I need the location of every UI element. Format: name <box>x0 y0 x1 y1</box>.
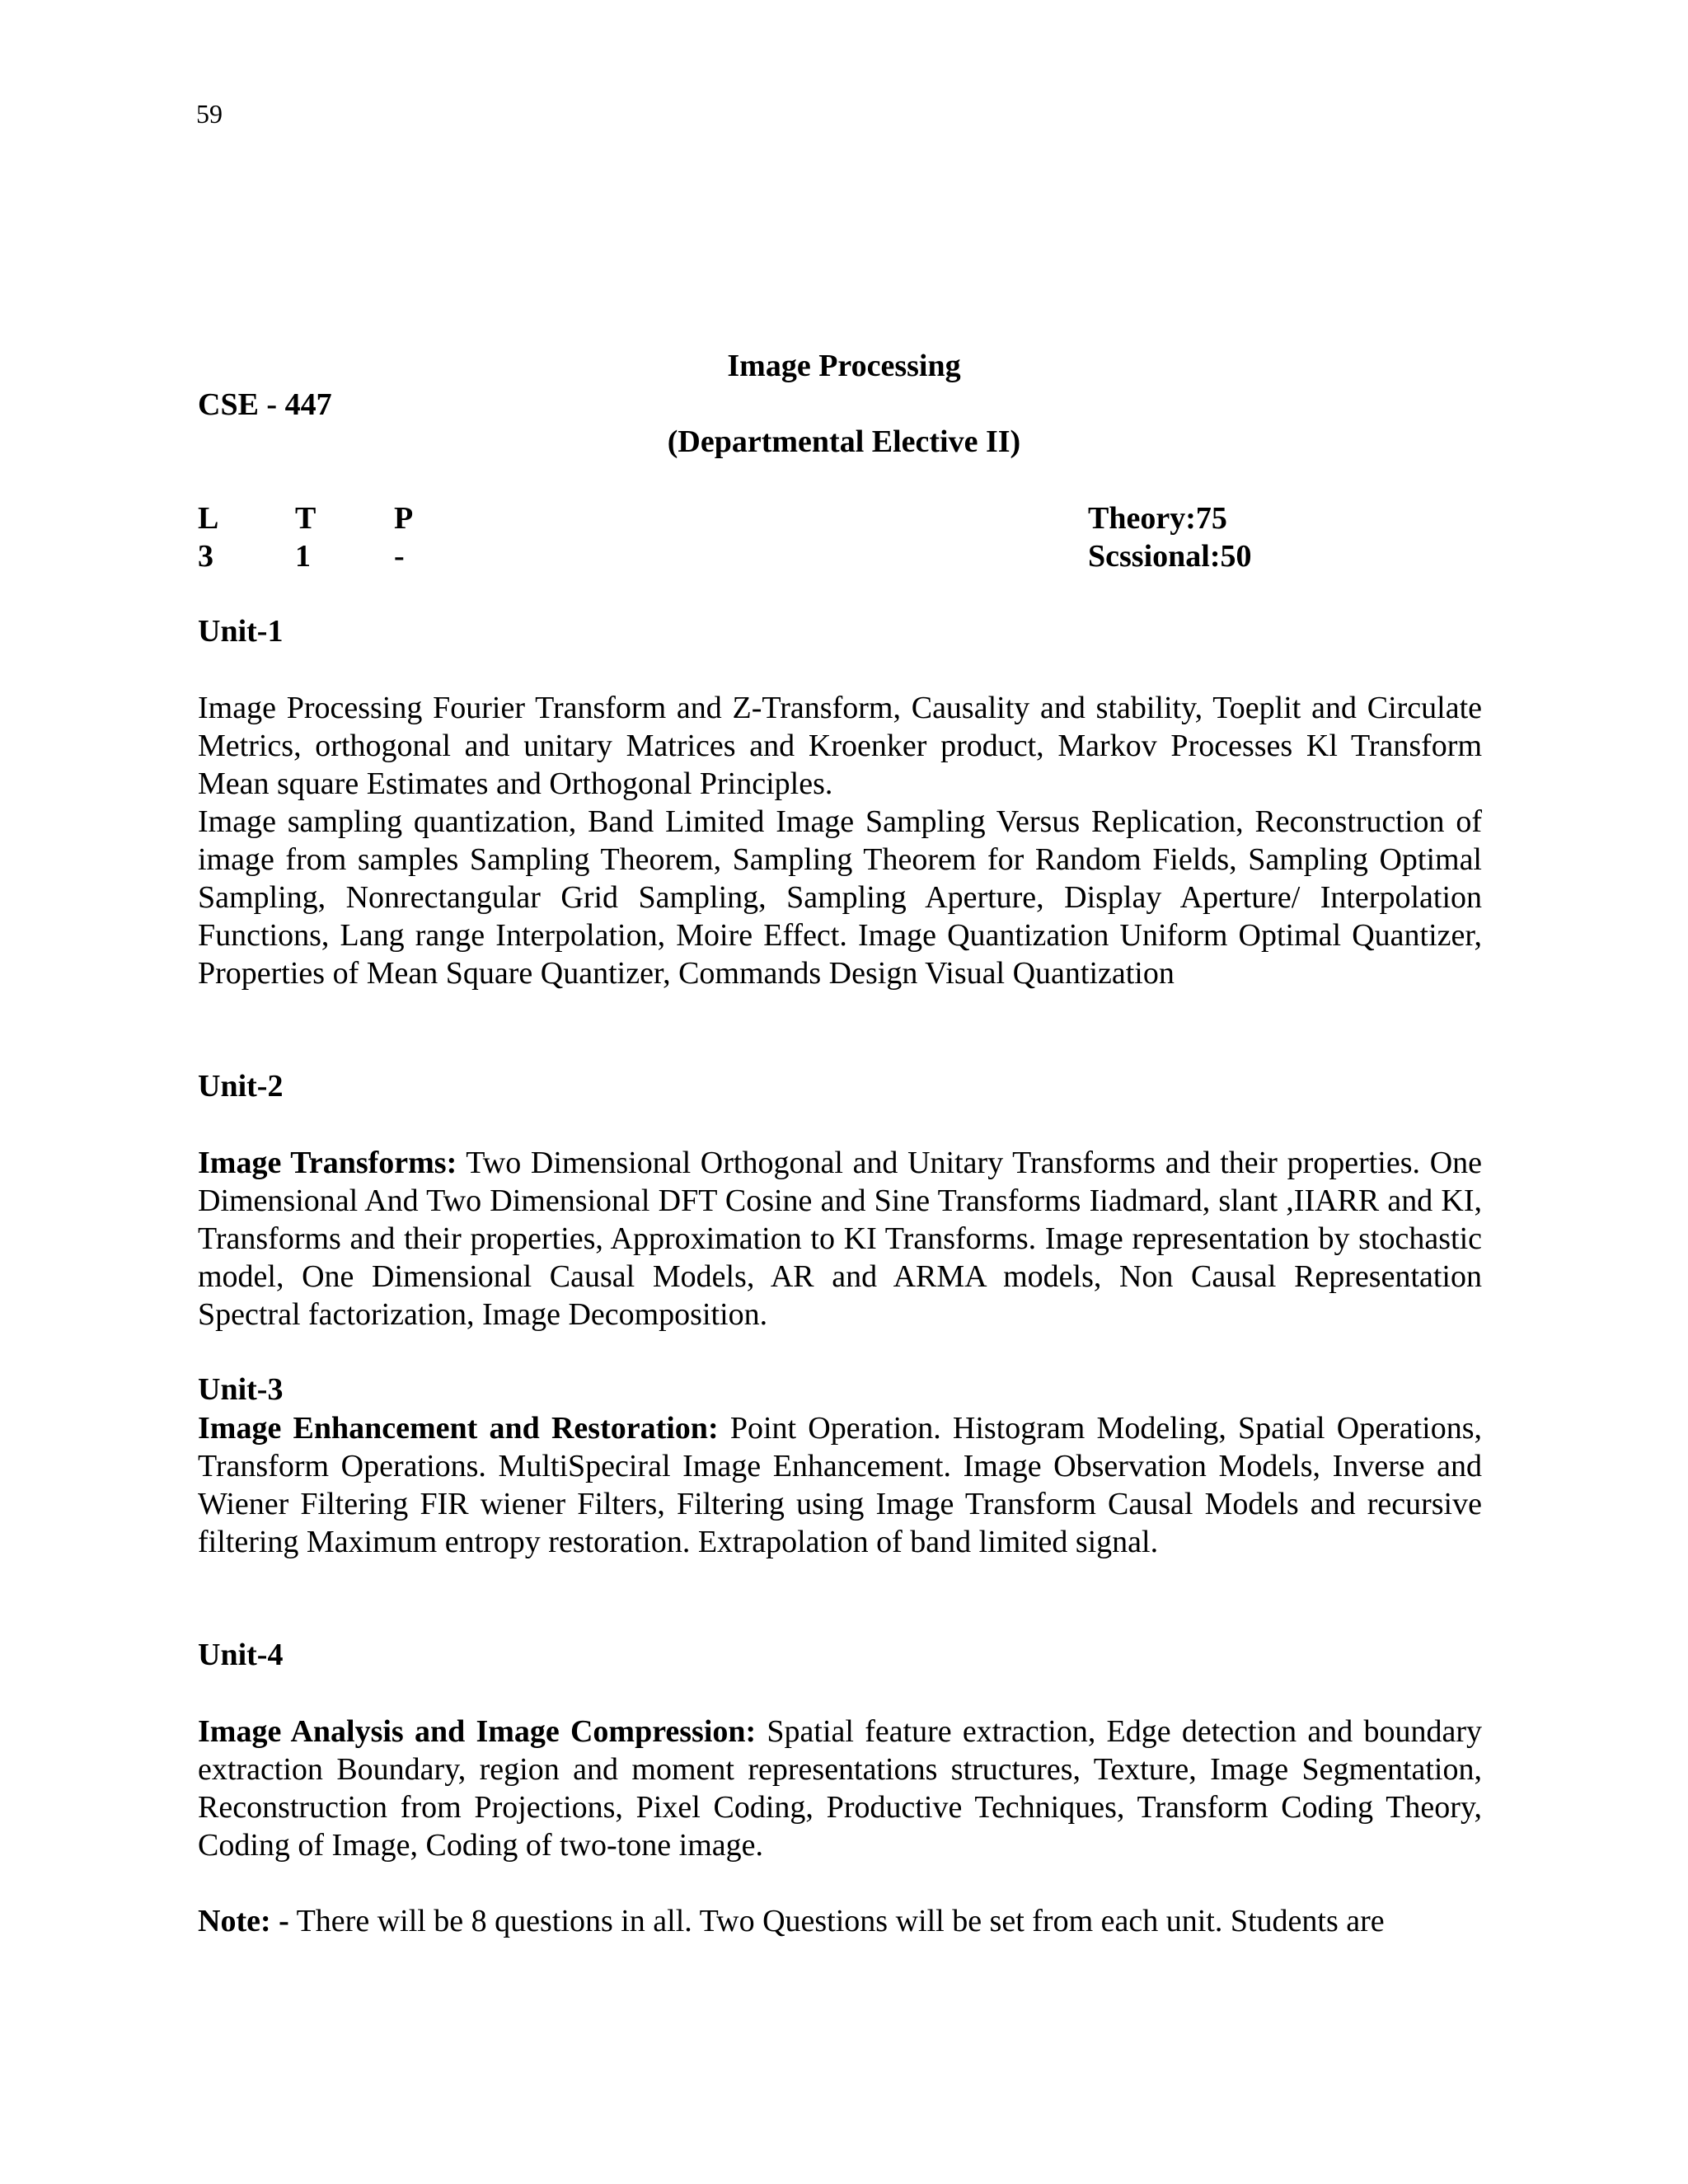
unit-4-content <box>198 1713 1482 1864</box>
unit-2-heading: Unit-2 <box>198 1069 284 1104</box>
note-lead: Note: - <box>198 1904 289 1938</box>
course-title: Image Processing <box>727 349 961 383</box>
sessional-marks: Scssional:50 <box>1088 539 1252 574</box>
unit-4-heading: Unit-4 <box>198 1638 284 1672</box>
unit-3-text: Point Operation. Histogram Modeling, Spatial Operations, Transform Operations. MultiSpeciral Image Enhancement. Image Observation Models, Inverse and Wiener Filtering FIR wiener Filters, Filtering using Image Transform Causal Models and recursive filtering Maximum entropy restoration. Extrapolation of band limited signal. <box>198 1411 1482 1559</box>
unit-1-paragraph-1: Image Processing Fourier Transform and Z-Transform, Causality and stability, Toeplit and Circulate Metrics, orthogonal and unitary Matrices and Kroenker product, Markov Processes Kl Transform Mean square Estimates and Orthogonal Principles. <box>198 691 1482 801</box>
unit-1-heading: Unit-1 <box>198 614 284 649</box>
ltp-label-p: P <box>394 501 414 536</box>
unit-4-text: Spatial feature extraction, Edge detection and boundary extraction Boundary, region and moment representations structures, Texture, Image Segmentation, Reconstruction from Projections, Pixel Coding, Productive Techniques, Transform Coding Theory, Coding of Image, Coding of two-tone image. <box>198 1714 1482 1863</box>
ltp-label-l: L <box>198 501 219 536</box>
unit-2-lead: Image Transforms: <box>198 1146 457 1180</box>
unit-1-paragraph-2: Image sampling quantization, Band Limited Image Sampling Versus Replication, Reconstruction of image from samples Sampling Theorem, Sampling Theorem for Random Fields, Sampling Optimal Sampling, Nonrectangular Grid Sampling, Sampling Aperture, Display Aperture/ Interpolation Functions, Lang range Interpolation, Moire Effect. Image Quantization Uniform Optimal Quantizer, Properties of Mean Square Quantizer, Commands Design Visual Quantization <box>198 804 1482 991</box>
unit-4-lead: Image Analysis and Image Compression: <box>198 1714 757 1749</box>
course-code: CSE - 447 <box>198 387 332 422</box>
ltp-label-t: T <box>295 501 316 536</box>
unit-2-text: Two Dimensional Orthogonal and Unitary Transforms and their properties. One Dimensional And Two Dimensional DFT Cosine and Sine Transforms Iiadmard, slant ,IIARR and KI, Transforms and their properties, Approximation to KI Transforms. Image representation by stochastic model, One Dimensional Causal Models, AR and ARMA models, Non Causal Representation Spectral factorization, Image Decomposition. <box>198 1146 1483 1332</box>
unit-3-heading: Unit-3 <box>198 1372 284 1407</box>
unit-2-content <box>198 1144 1482 1333</box>
page-number: 59 <box>196 99 223 129</box>
note-text: There will be 8 questions in all. Two Questions will be set from each unit. Students are <box>288 1904 1385 1938</box>
ltp-value-l: 3 <box>198 539 213 574</box>
unit-3-lead: Image Enhancement and Restoration: <box>198 1411 719 1446</box>
unit-3-content <box>198 1409 1482 1561</box>
ltp-value-p: - <box>394 539 405 574</box>
elective-subtitle: (Departmental Elective II) <box>667 424 1021 459</box>
unit-1-content <box>198 689 1482 992</box>
note <box>198 1902 1482 1940</box>
ltp-value-t: 1 <box>295 539 311 574</box>
theory-marks: Theory:75 <box>1088 501 1227 536</box>
